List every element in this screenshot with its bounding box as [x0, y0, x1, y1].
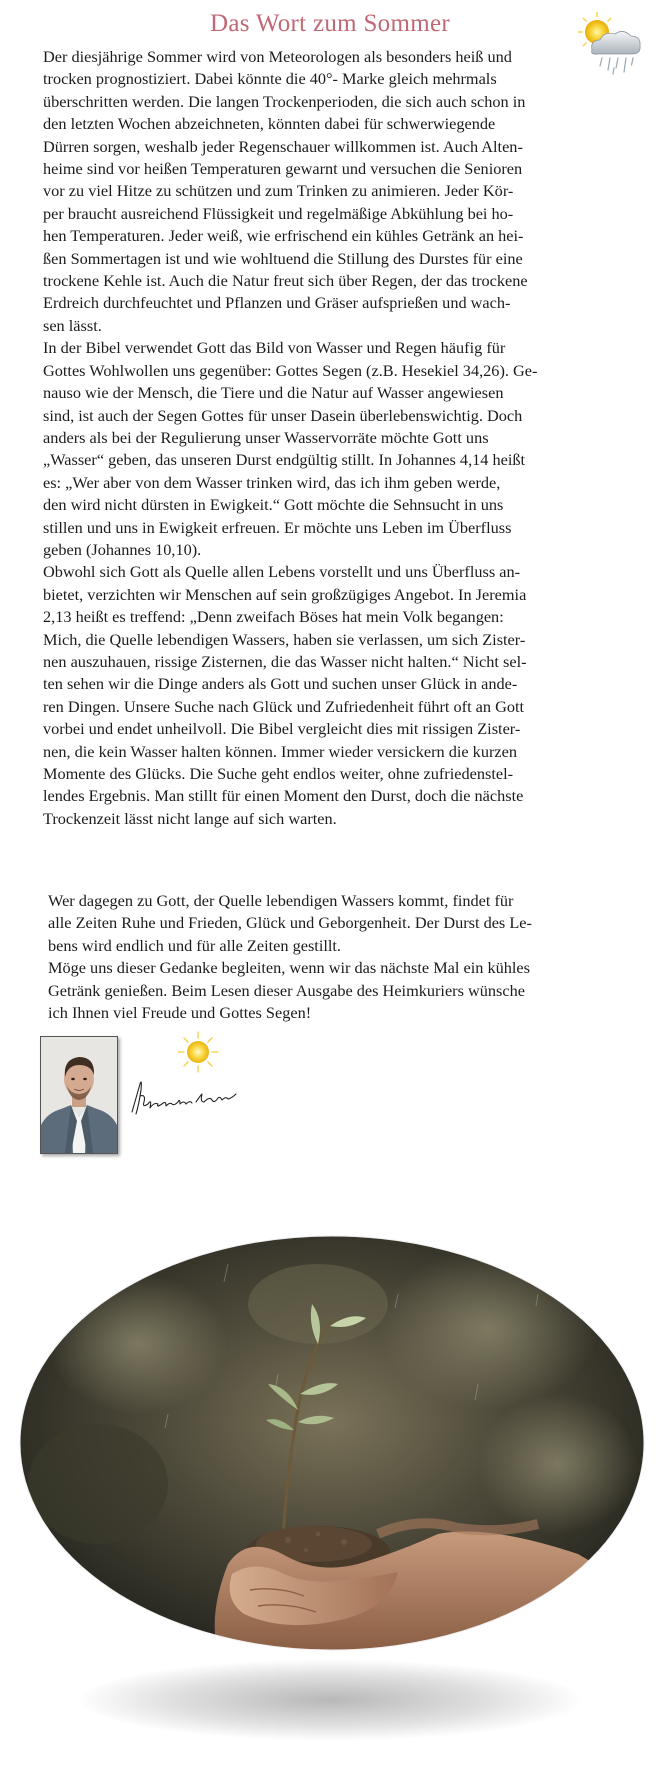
text-line: „Wasser“ geben, das unseren Durst endgültig stillt. In Johannes 4,14 heißt	[43, 450, 526, 470]
paragraph	[48, 957, 608, 1024]
handwritten-signature	[126, 1068, 246, 1120]
text-line: alle Zeiten Ruhe und Frieden, Glück und Geborgenheit. Der Durst des Le-	[48, 913, 532, 933]
article-title: Das Wort zum Sommer	[209, 10, 450, 37]
text-line: den wird nicht dürsten in Ewigkeit.“ Gott möchte die Sehnsucht in uns	[43, 495, 504, 515]
text-line: stillen und uns in Ewigkeit erfreuen. Er möchte uns Leben im Überfluss	[43, 517, 512, 537]
text-line: überschritten werden. Die langen Trockenperioden, die sich auch schon in	[43, 91, 526, 111]
text-line: Erdreich durchfeuchtet und Pflanzen und Gräser aufsprießen und wach-	[43, 293, 511, 313]
text-line: den letzten Wochen abzeichneten, könnten dabei für schwerwiegende	[43, 114, 496, 134]
text-line: lendes Ergebnis. Man stillt für einen Moment den Durst, doch die nächste	[43, 786, 524, 806]
text-line: vorbei und endet unheilvoll. Die Bibel vergleicht dies mit rissigen Zister-	[43, 719, 521, 739]
paragraph	[48, 890, 608, 957]
text-line: Wer dagegen zu Gott, der Quelle lebendigen Wassers kommt, findet für	[48, 891, 514, 910]
text-line: ten sehen wir die Dinge anders als Gott und suchen unser Glück in ande-	[43, 674, 518, 694]
author-photo	[40, 1036, 118, 1154]
portrait-image	[41, 1037, 117, 1153]
text-line: In der Bibel verwendet Gott das Bild von Wasser und Regen häufig für	[43, 338, 506, 358]
text-line: heime sind vor heißen Temperaturen gewarnt und versuchen die Senioren	[43, 159, 523, 179]
text-line: Möge uns dieser Gedanke begleiten, wenn wir das nächste Mal ein kühles	[48, 958, 530, 978]
text-line: bietet, verzichten wir Menschen auf sein großzügiges Angebot. In Jeremia	[43, 584, 527, 604]
text-line: nauso wie der Mensch, die Tiere und die Natur auf Wasser angewiesen	[43, 383, 504, 403]
closing-text	[48, 890, 608, 1024]
text-line: trocken prognostiziert. Dabei könnte die 40°- Marke gleich mehrmals	[43, 69, 497, 89]
text-line: Getränk genießen. Beim Lesen dieser Ausgabe des Heimkuriers wünsche	[48, 980, 525, 1000]
text-line: 2,13 heißt es treffend: „Denn zweifach Böses hat mein Volk begangen:	[43, 607, 504, 627]
text-line: ren Dingen. Unsere Suche nach Glück und Zufriedenheit führt oft an Gott	[43, 696, 525, 716]
text-line: nen auszuhauen, rissige Zisternen, die das Wasser nicht halten.“ Nicht sel-	[43, 651, 527, 671]
text-line: Gottes Wohlwollen uns gegenüber: Gottes Segen (z.B. Hesekiel 34,26). Ge-	[43, 360, 538, 380]
text-line: ßen Sommertagen ist und wie wohltuend die Stillung des Durstes für eine	[43, 248, 523, 268]
paragraph	[43, 561, 615, 830]
text-line: Der diesjährige Sommer wird von Meteorologen als besonders heiß und	[43, 47, 512, 66]
text-line: anders als bei der Regulierung unser Wasservorräte möchte Gott uns	[43, 427, 489, 447]
image-shadow	[80, 1660, 580, 1740]
text-line: nen, die kein Wasser halten können. Immer wieder versickern die kurzen	[43, 741, 517, 761]
paragraph	[43, 337, 615, 561]
text-line: es: „Wer aber von dem Wasser trinken wird, das ich ihm geben werde,	[43, 472, 501, 492]
text-line: sind, ist auch der Segen Gottes für unser Dasein überlebenswichtig. Doch	[43, 405, 523, 425]
text-line: Mich, die Quelle lebendigen Wassers, haben sie verlassen, um sich Zister-	[43, 629, 526, 649]
paragraph	[43, 46, 615, 337]
text-line: ich Ihnen viel Freude und Gottes Segen!	[48, 1003, 312, 1023]
seedling-in-hands-photo	[18, 1234, 646, 1652]
text-line: Dürren sorgen, weshalb jeder Regenschauer willkommen ist. Auch Alten-	[43, 136, 523, 156]
text-line: hen Temperaturen. Jeder weiß, wie erfrischend ein kühles Getränk an hei-	[43, 226, 524, 246]
text-line: Obwohl sich Gott als Quelle allen Lebens vorstellt und uns Überfluss an-	[43, 562, 521, 582]
text-line: trockene Kehle ist. Auch die Natur freut sich über Regen, der das trockene	[43, 271, 528, 291]
article-body	[43, 46, 615, 830]
text-line: geben (Johannes 10,10).	[43, 539, 202, 559]
text-line: vor zu viel Hitze zu schützen und zum Trinken zu animieren. Jeder Kör-	[43, 181, 514, 201]
text-line: Momente des Glücks. Die Suche geht endlos weiter, ohne zufriedenstel-	[43, 764, 514, 783]
text-line: Trockenzeit lässt nicht lange auf sich warten.	[43, 808, 337, 828]
text-line: sen lässt.	[43, 315, 102, 335]
text-line: bens wird endlich und für alle Zeiten gestillt.	[48, 935, 341, 955]
text-line: per braucht ausreichend Flüssigkeit und regelmäßige Abkühlung bei ho-	[43, 203, 514, 223]
